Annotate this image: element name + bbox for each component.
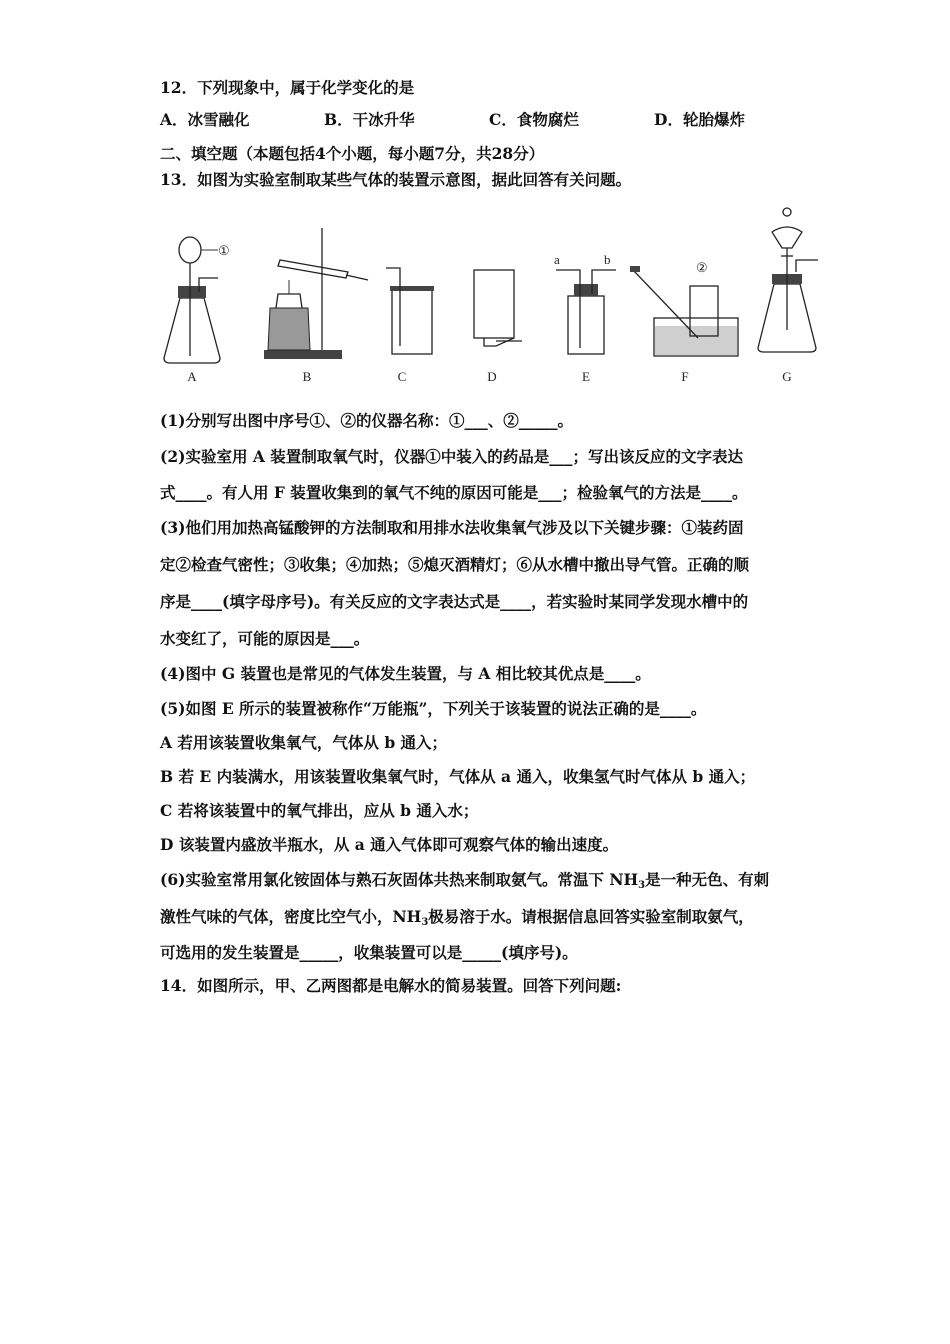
q12-option-c bbox=[489, 110, 579, 130]
q12-stem: 12．下列现象中，属于化学变化的是 bbox=[160, 78, 415, 97]
apparatus-svg bbox=[150, 198, 830, 394]
q13-part5-option-a: A 若用该装置收集氧气，气体从 b 通入； bbox=[160, 733, 448, 752]
option-text: 食物腐烂 bbox=[516, 110, 579, 129]
apparatus-f bbox=[630, 260, 738, 384]
marker-1: ① bbox=[218, 243, 230, 258]
marker-2: ② bbox=[696, 260, 708, 275]
funnel-bulb bbox=[179, 237, 201, 263]
q12-option-b bbox=[324, 110, 415, 130]
q13-part5-option-b: B 若 E 内装满水，用该装置收集氧气时，气体从 a 通入，收集氢气时气体从 b 通入； bbox=[160, 767, 756, 786]
tube-g bbox=[796, 260, 818, 272]
jar-c-cover bbox=[390, 286, 434, 291]
part6-text-2a: 激性气味的气体，密度比空气小，NH bbox=[160, 907, 422, 926]
tube-end bbox=[630, 266, 640, 272]
trough-water bbox=[655, 326, 737, 355]
q13-part5-option-d: D 该装置内盛放半瓶水，从 a 通入气体即可观察气体的输出速度。 bbox=[160, 835, 619, 854]
option-letter: B． bbox=[324, 110, 353, 129]
apparatus-g bbox=[758, 208, 818, 384]
label-f: F bbox=[681, 369, 689, 384]
section-2-title: 二、填空题（本题包括4个小题，每小题7分，共28分） bbox=[160, 144, 545, 163]
q12-option-d bbox=[654, 110, 745, 130]
option-text: 干冰升华 bbox=[352, 110, 415, 129]
q13-part5-option-c: C 若将该装置中的氧气排出，应从 b 通入水； bbox=[160, 801, 479, 820]
subscript-3: 3 bbox=[638, 880, 646, 891]
label-d: D bbox=[487, 369, 497, 384]
b-tube bbox=[346, 275, 368, 280]
option-letter: A． bbox=[160, 110, 188, 129]
q13-part2-line1: (2)实验室用 A 装置制取氧气时，仪器①中装入的药品是___；写出该反应的文字表达 bbox=[160, 447, 744, 466]
part6-text-2b: 极易溶于水。请根据信息回答实验室制取氨气， bbox=[428, 907, 754, 926]
q13-part2-line2: 式____。有人用 F 装置收集到的氧气不纯的原因可能是___；检验氧气的方法是____。 bbox=[160, 483, 748, 502]
tube-a-label: a bbox=[554, 252, 560, 267]
q13-part4: (4)图中 G 装置也是常见的气体发生装置，与 A 相比较其优点是____。 bbox=[160, 664, 651, 683]
jar-d bbox=[474, 270, 514, 338]
test-tube bbox=[278, 260, 348, 278]
q13-part3-line4: 水变红了，可能的原因是___。 bbox=[160, 629, 370, 648]
part6-text-1a: (6)实验室常用氯化铵固体与熟石灰固体共热来制取氨气。常温下 NH bbox=[160, 870, 639, 889]
tube-c bbox=[386, 268, 400, 346]
option-letter: C． bbox=[489, 110, 517, 129]
apparatus-a bbox=[164, 237, 230, 384]
q14-stem: 14．如图所示，甲、乙两图都是电解水的简易装置。回答下列问题: bbox=[160, 976, 622, 995]
option-text: 冰雪融化 bbox=[187, 110, 250, 129]
q13-part3-line2: 定②检查气密性；③收集；④加热；⑤熄灭酒精灯；⑥从水槽中撤出导气管。正确的顺 bbox=[160, 555, 750, 574]
tube-b-label: b bbox=[604, 252, 611, 267]
label-g: G bbox=[782, 369, 792, 384]
label-c: C bbox=[397, 369, 407, 384]
stand-base bbox=[264, 350, 342, 359]
flask-body bbox=[164, 298, 220, 363]
apparatus-c bbox=[386, 268, 434, 384]
label-b: B bbox=[302, 369, 312, 384]
q12-option-a bbox=[160, 110, 250, 130]
q13-part3-line1: (3)他们用加热高锰酸钾的方法制取和用排水法收集氧气涉及以下关键步骤：①装药固 bbox=[160, 518, 744, 537]
bottle-e-stopper bbox=[574, 284, 598, 296]
q13-part6-line3: 可选用的发生装置是_____，收集装置可以是_____(填序号)。 bbox=[160, 943, 578, 962]
jar-c bbox=[392, 290, 432, 354]
q13-part5: (5)如图 E 所示的装置被称作“万能瓶”，下列关于该装置的说法正确的是____。 bbox=[160, 699, 707, 718]
tube-d bbox=[484, 338, 514, 346]
lamp-top bbox=[276, 294, 302, 308]
stopper bbox=[178, 286, 206, 298]
q13-part6-line2 bbox=[160, 907, 754, 933]
apparatus-d bbox=[474, 270, 522, 384]
subscript-3: 3 bbox=[421, 917, 429, 928]
lamp-block bbox=[268, 308, 310, 350]
part6-text-1b: 是一种无色、有刺 bbox=[645, 870, 770, 889]
sep-funnel bbox=[772, 227, 802, 248]
option-letter: D． bbox=[654, 110, 683, 129]
label-e: E bbox=[582, 369, 590, 384]
option-text: 轮胎爆炸 bbox=[682, 110, 745, 129]
label-a: A bbox=[187, 369, 197, 384]
bottle-e bbox=[568, 296, 604, 354]
apparatus-figure bbox=[150, 198, 830, 394]
q13-part6-line1 bbox=[160, 870, 769, 896]
q13-part1: (1)分别写出图中序号①、②的仪器名称：①___、②_____。 bbox=[160, 411, 573, 430]
funnel-stopper bbox=[783, 208, 791, 216]
q13-part3-line3: 序是____(填字母序号)。有关反应的文字表达式是____，若实验时某同学发现水槽中的 bbox=[160, 592, 749, 611]
apparatus-e bbox=[554, 252, 616, 384]
apparatus-b bbox=[264, 228, 368, 384]
q13-stem: 13．如图为实验室制取某些气体的装置示意图，据此回答有关问题。 bbox=[160, 170, 632, 189]
